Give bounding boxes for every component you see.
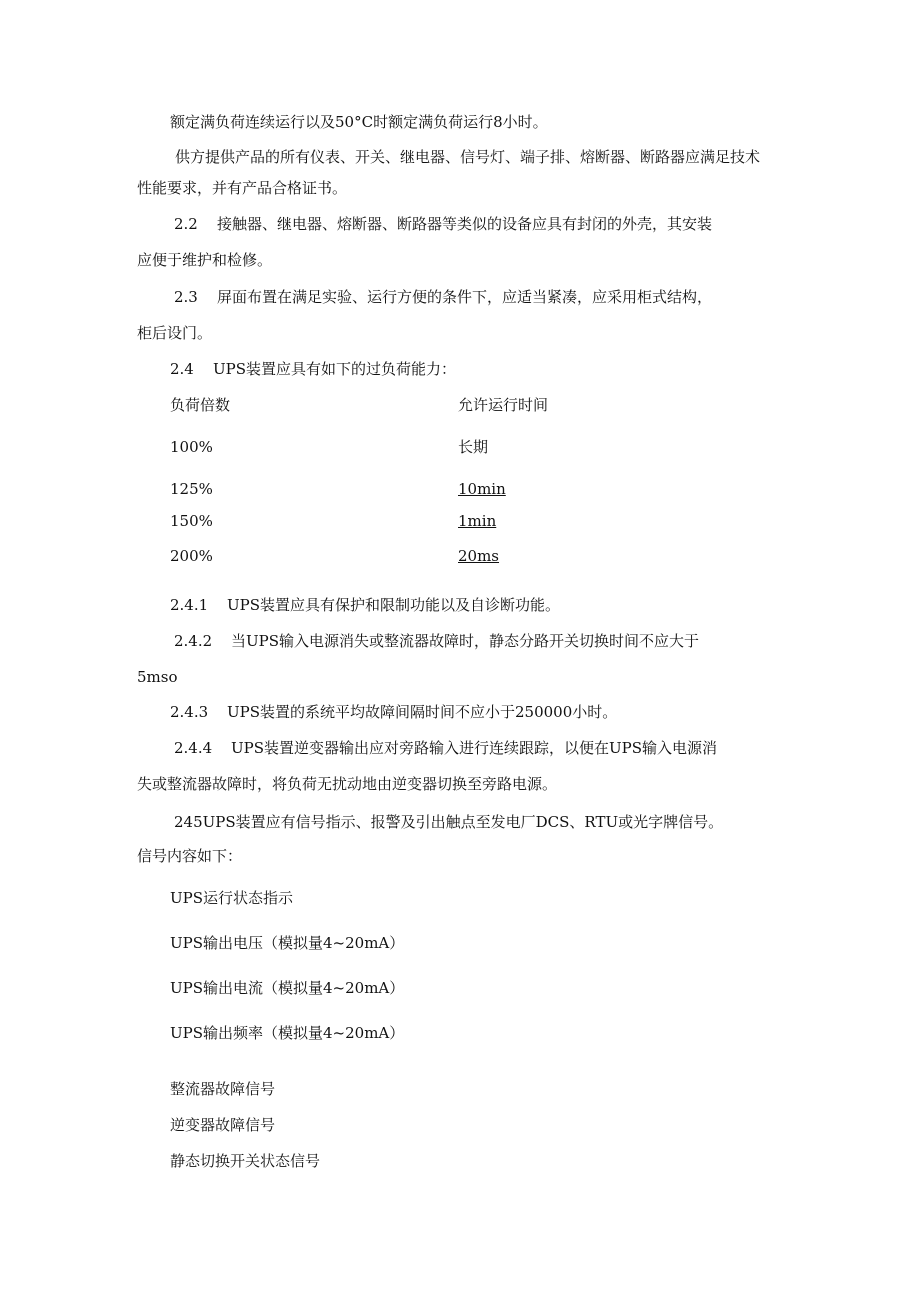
subsection-number: 2.4.2: [174, 632, 213, 650]
table-cell-time: 10min: [458, 480, 506, 498]
paragraph-line: 失或整流器故障时，将负荷无扰动地由逆变器切换至旁路电源。: [137, 775, 558, 793]
list-item: UPS运行状态指示: [170, 889, 294, 907]
subsection-text: UPS装置应具有保护和限制功能以及自诊断功能。: [227, 596, 561, 614]
subsection-2-4-4: [174, 738, 717, 758]
section-2-2: [174, 214, 712, 234]
subsection-text: UPS装置逆变器输出应对旁路输入进行连续跟踪，以便在UPS输入电源消: [231, 739, 718, 757]
section-number: 2.3: [174, 288, 198, 306]
section-text: 接触器、继电器、熔断器、断路器等类似的设备应具有封闭的外壳，其安装: [217, 215, 713, 233]
list-item: UPS输出电流（模拟量4~20mA）: [170, 979, 405, 997]
table-cell-time: 1min: [458, 512, 497, 530]
table-cell-load: 125%: [170, 480, 213, 498]
paragraph-line: 性能要求，并有产品合格证书。: [137, 179, 348, 197]
table-cell-load: 100%: [170, 438, 213, 456]
subsection-2-4-2: [174, 631, 699, 651]
section-2-4-5: 245UPS装置应有信号指示、报警及引出触点至发电厂DCS、RTU或光字牌信号。: [174, 813, 724, 831]
subsection-number: 2.4.4: [174, 739, 213, 757]
paragraph-line: 供方提供产品的所有仪表、开关、继电器、信号灯、端子排、熔断器、断路器应满足技术: [175, 148, 761, 166]
section-number: 2.4: [170, 360, 194, 378]
section-text: 屏面布置在满足实验、运行方便的条件下，应适当紧凑，应采用柜式结构，: [217, 288, 713, 306]
subsection-text: UPS装置的系统平均故障间隔时间不应小于250000小时。: [227, 703, 618, 721]
list-item: UPS输出电压（模拟量4~20mA）: [170, 934, 405, 952]
subsection-2-4-1: [170, 595, 560, 615]
subsection-2-4-3: [170, 702, 617, 722]
table-header-load: 负荷倍数: [170, 396, 231, 414]
subsection-text: 当UPS输入电源消失或整流器故障时，静态分路开关切换时间不应大于: [231, 632, 700, 650]
table-cell-load: 200%: [170, 547, 213, 565]
list-item: UPS输出频率（模拟量4~20mA）: [170, 1024, 405, 1042]
table-cell-load: 150%: [170, 512, 213, 530]
section-text: UPS装置应具有如下的过负荷能力：: [213, 360, 457, 378]
subsection-number: 2.4.3: [170, 703, 209, 721]
list-item: 逆变器故障信号: [170, 1116, 276, 1134]
section-2-3: [174, 287, 712, 307]
paragraph-line: 信号内容如下：: [137, 847, 243, 865]
paragraph-line: 5mso: [137, 668, 178, 686]
paragraph-line: 额定满负荷连续运行以及50°C时额定满负荷运行8小时。: [170, 113, 548, 131]
section-2-4: [170, 359, 456, 379]
table-cell-time: 20ms: [458, 547, 500, 565]
paragraph-line: 柜后设门。: [137, 324, 213, 342]
subsection-number: 2.4.1: [170, 596, 209, 614]
table-cell-time: 长期: [458, 438, 489, 456]
paragraph-line: 应便于维护和检修。: [137, 251, 273, 269]
list-item: 整流器故障信号: [170, 1080, 276, 1098]
section-number: 2.2: [174, 215, 198, 233]
table-header-time: 允许运行时间: [458, 396, 549, 414]
list-item: 静态切换开关状态信号: [170, 1152, 321, 1170]
